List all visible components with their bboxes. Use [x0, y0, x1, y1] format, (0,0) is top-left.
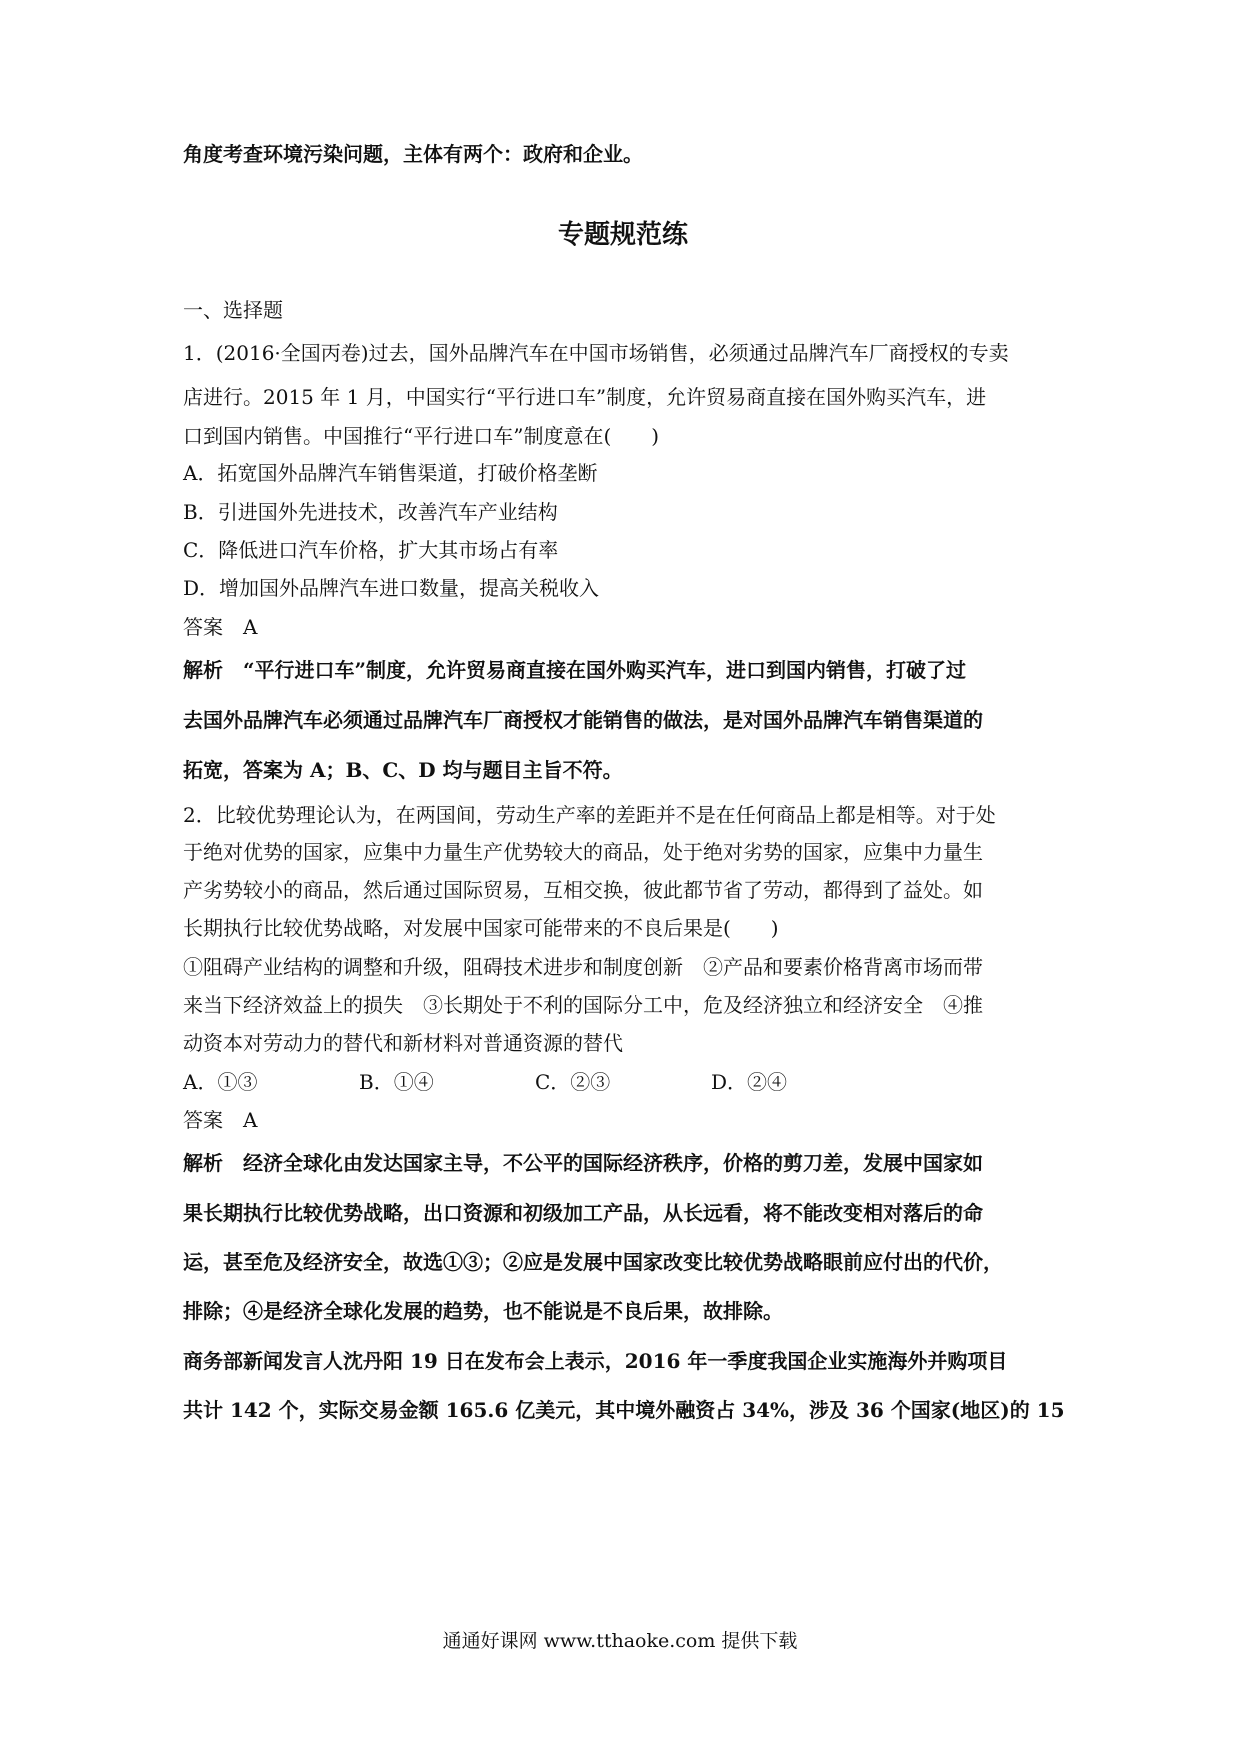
q2-stem-line-1: 2．比较优势理论认为，在两国间，劳动生产率的差距并不是在任何商品上都是相等。对于处	[183, 803, 996, 827]
q2-stem-line-6: 来当下经济效益上的损失 ③长期处于不利的国际分工中，危及经济独立和经济安全 ④推	[183, 993, 983, 1017]
passage-line-1: 商务部新闻发言人沈丹阳 19 日在发布会上表示，2016 年一季度我国企业实施海外并购项目	[183, 1349, 1008, 1373]
q1-stem-line-1: 1．(2016·全国丙卷)过去，国外品牌汽车在中国市场销售，必须通过品牌汽车厂商授权的专卖	[183, 341, 1009, 365]
q1-option-c: C．降低进口汽车价格，扩大其市场占有率	[183, 538, 559, 562]
q2-analysis-line-4: 排除；④是经济全球化发展的趋势，也不能说是不良后果，故排除。	[183, 1299, 783, 1323]
q2-option-c: C．②③	[535, 1070, 611, 1094]
q1-stem-line-3: 口到国内销售。中国推行“平行进口车”制度意在( )	[183, 424, 660, 448]
q2-stem-line-4: 长期执行比较优势战略，对发展中国家可能带来的不良后果是( )	[183, 916, 779, 940]
q1-option-a: A．拓宽国外品牌汽车销售渠道，打破价格垄断	[183, 461, 598, 485]
q2-analysis-line-1: 解析 经济全球化由发达国家主导，不公平的国际经济秩序，价格的剪刀差，发展中国家如	[183, 1151, 983, 1175]
q2-stem-line-5: ①阻碍产业结构的调整和升级，阻碍技术进步和制度创新 ②产品和要素价格背离市场而带	[183, 955, 983, 979]
q1-analysis-line-3: 拓宽，答案为 A；B、C、D 均与题目主旨不符。	[183, 758, 623, 782]
q1-option-b: B．引进国外先进技术，改善汽车产业结构	[183, 500, 558, 524]
document-page	[183, 0, 1063, 1754]
q2-answer: 答案 A	[183, 1108, 258, 1132]
q2-stem-line-3: 产劣势较小的商品，然后通过国际贸易，互相交换，彼此都节省了劳动，都得到了益处。如	[183, 878, 983, 902]
q1-stem-line-2: 店进行。2015 年 1 月，中国实行“平行进口车”制度，允许贸易商直接在国外购买汽车，进	[183, 385, 987, 409]
intro-line: 角度考查环境污染问题，主体有两个：政府和企业。	[183, 142, 643, 166]
passage-line-2: 共计 142 个，实际交易金额 165.6 亿美元，其中境外融资占 34%，涉及 36 个国家(地区)的 15	[183, 1398, 1065, 1422]
q1-answer: 答案 A	[183, 615, 258, 639]
q1-analysis-line-2: 去国外品牌汽车必须通过品牌汽车厂商授权才能销售的做法，是对国外品牌汽车销售渠道的	[183, 708, 983, 732]
q2-option-d: D．②④	[711, 1070, 788, 1094]
q2-stem-line-7: 动资本对劳动力的替代和新材料对普通资源的替代	[183, 1031, 623, 1055]
q1-option-d: D．增加国外品牌汽车进口数量，提高关税收入	[183, 576, 600, 600]
q2-option-a: A．①③	[183, 1070, 258, 1094]
section-title: 专题规范练	[557, 220, 688, 250]
q2-options-row	[183, 1068, 787, 1096]
q2-stem-line-2: 于绝对优势的国家，应集中力量生产优势较大的商品，处于绝对劣势的国家，应集中力量生	[183, 840, 983, 864]
page-footer: 通通好课网 www.tthaoke.com 提供下载	[442, 1630, 798, 1652]
q2-option-b: B．①④	[359, 1070, 434, 1094]
q2-analysis-line-2: 果长期执行比较优势战略，出口资源和初级加工产品，从长远看，将不能改变相对落后的命	[183, 1201, 983, 1225]
q1-analysis-line-1: 解析 “平行进口车”制度，允许贸易商直接在国外购买汽车，进口到国内销售，打破了过	[183, 658, 967, 682]
section-heading: 一、选择题	[183, 298, 283, 322]
q2-analysis-line-3: 运，甚至危及经济安全，故选①③；②应是发展中国家改变比较优势战略眼前应付出的代价，	[183, 1250, 1003, 1274]
